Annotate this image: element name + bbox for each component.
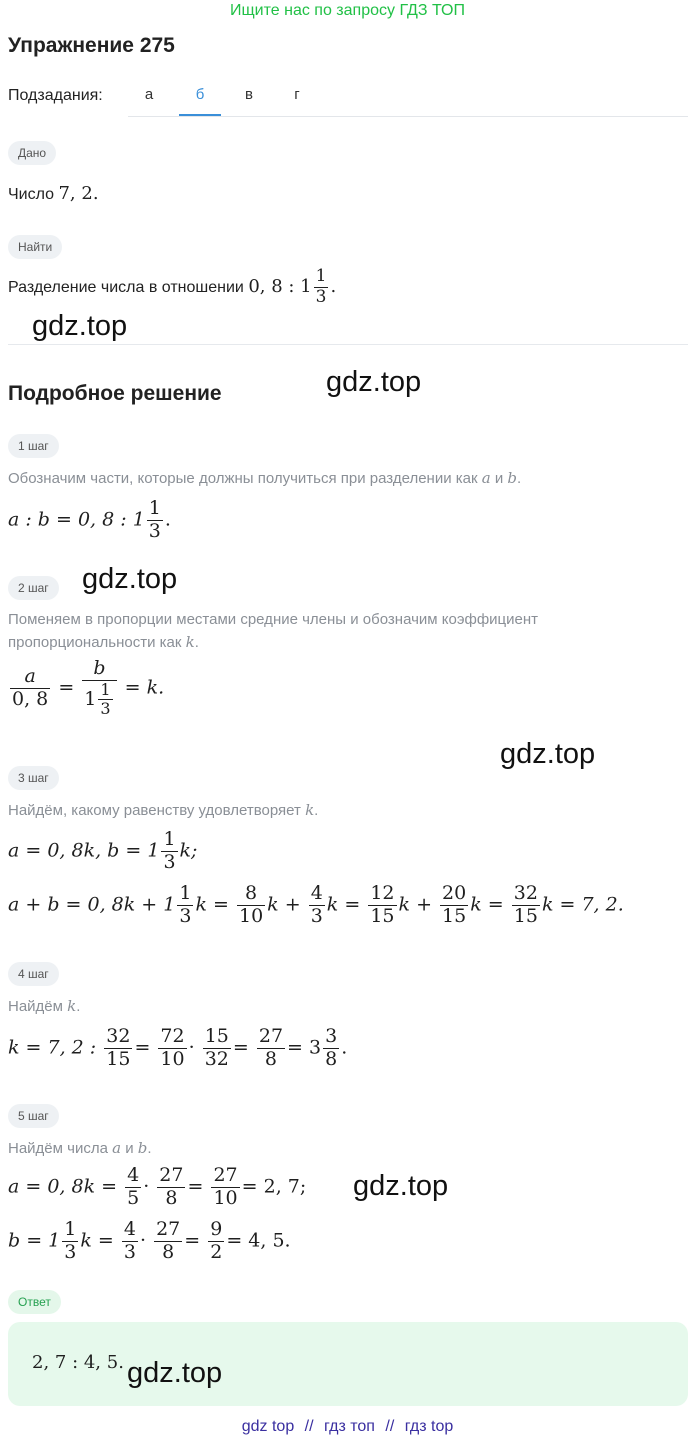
step2-pill: 2 шаг: [8, 576, 59, 600]
step2-text: Поменяем в пропорции местами средние члены и обозначим коэффициент пропорциональности как k.: [8, 611, 539, 651]
footer-link-gdz-top-ru[interactable]: гдз топ: [324, 1418, 375, 1435]
find-text: [8, 267, 336, 307]
answer-value: 2, 7 : 4, 5.: [32, 1352, 124, 1373]
step1-formula: a : b = 0, 8 : 1 $\frac{1}{3}$ .: [8, 497, 171, 542]
step4-formula: k = 7, 2 : $\frac{32}{15}$ = $\frac{72}{10}$ · $\frac{15}{32}$ = $\frac{27}{8}$ = 3 $\frac{3}{8}$ .: [8, 1025, 348, 1070]
given-pill: Дано: [8, 141, 56, 165]
given-text: [8, 183, 99, 204]
watermark: gdz.top: [127, 1357, 223, 1389]
step1-text: Обозначим части, которые должны получиться при разделении как a и b.: [8, 469, 522, 487]
step4-text: Найдём k.: [8, 997, 81, 1015]
step5-line2: b = 1 $\frac{1}{3}$ k = $\frac{4}{3}$ · $\frac{27}{8}$ = $\frac{9}{2}$ = 4, 5.: [8, 1218, 291, 1263]
footer-separator: //: [304, 1418, 314, 1435]
subtasks-tabs: [128, 76, 688, 117]
step2-formula: $\frac{a}{0, 8}$ = b 1 $\frac{1}{3}$ = k.: [12, 657, 165, 719]
page-title: Упражнение 275: [8, 34, 175, 57]
find-label: Разделение числа в отношении: [8, 279, 244, 297]
step5-pill: 5 шаг: [8, 1104, 59, 1128]
step3-line2: a + b = 0, 8k + 1 $\frac{1}{3}$ k = $\frac{8}{10}$ k + $\frac{4}{3}$ k = $\frac{12}{15}$ k + $\frac{20}{15}$ k = $\frac{32}{15}$ k = 7, 2.: [8, 882, 624, 927]
watermark: gdz.top: [353, 1170, 449, 1202]
step1-pill: 1 шаг: [8, 434, 59, 458]
promo-banner[interactable]: Ищите нас по запросу ГДЗ ТОП: [230, 2, 465, 19]
given-value: 7, 2.: [58, 183, 99, 204]
step3-line1: a = 0, 8k, b = 1 $\frac{1}{3}$ k;: [8, 828, 198, 873]
tab-b[interactable]: б: [179, 76, 221, 116]
tab-g[interactable]: г: [294, 86, 300, 103]
subtasks-label: Подзадания:: [8, 87, 103, 104]
step5-line1: a = 0, 8k = $\frac{4}{5}$ · $\frac{27}{8}$ = $\frac{27}{10}$ = 2, 7;: [8, 1164, 307, 1209]
find-pill: Найти: [8, 235, 62, 259]
solution-heading: Подробное решение: [8, 382, 222, 405]
footer-separator: //: [385, 1418, 395, 1435]
watermark: gdz.top: [82, 563, 178, 595]
watermark: gdz.top: [326, 366, 422, 398]
tab-a[interactable]: а: [144, 86, 154, 103]
divider: [8, 344, 688, 345]
watermark: gdz.top: [32, 310, 128, 342]
step3-text: Найдём, какому равенству удовлетворяет k.: [8, 801, 319, 819]
tab-v[interactable]: в: [245, 86, 253, 103]
step4-pill: 4 шаг: [8, 962, 59, 986]
find-ratio: 0, 8 : 1 $\frac{1}{3}$ .: [248, 266, 337, 307]
footer-link-gdz-top[interactable]: gdz top: [241, 1418, 295, 1435]
given-label: Число: [8, 186, 55, 203]
step5-text: Найдём числа a и b.: [8, 1139, 152, 1157]
step3-pill: 3 шаг: [8, 766, 59, 790]
answer-pill: Ответ: [8, 1290, 61, 1314]
footer-links: [0, 1418, 695, 1436]
watermark: gdz.top: [500, 738, 596, 770]
footer-link-gdz-top-mixed[interactable]: гдз top: [404, 1418, 454, 1435]
